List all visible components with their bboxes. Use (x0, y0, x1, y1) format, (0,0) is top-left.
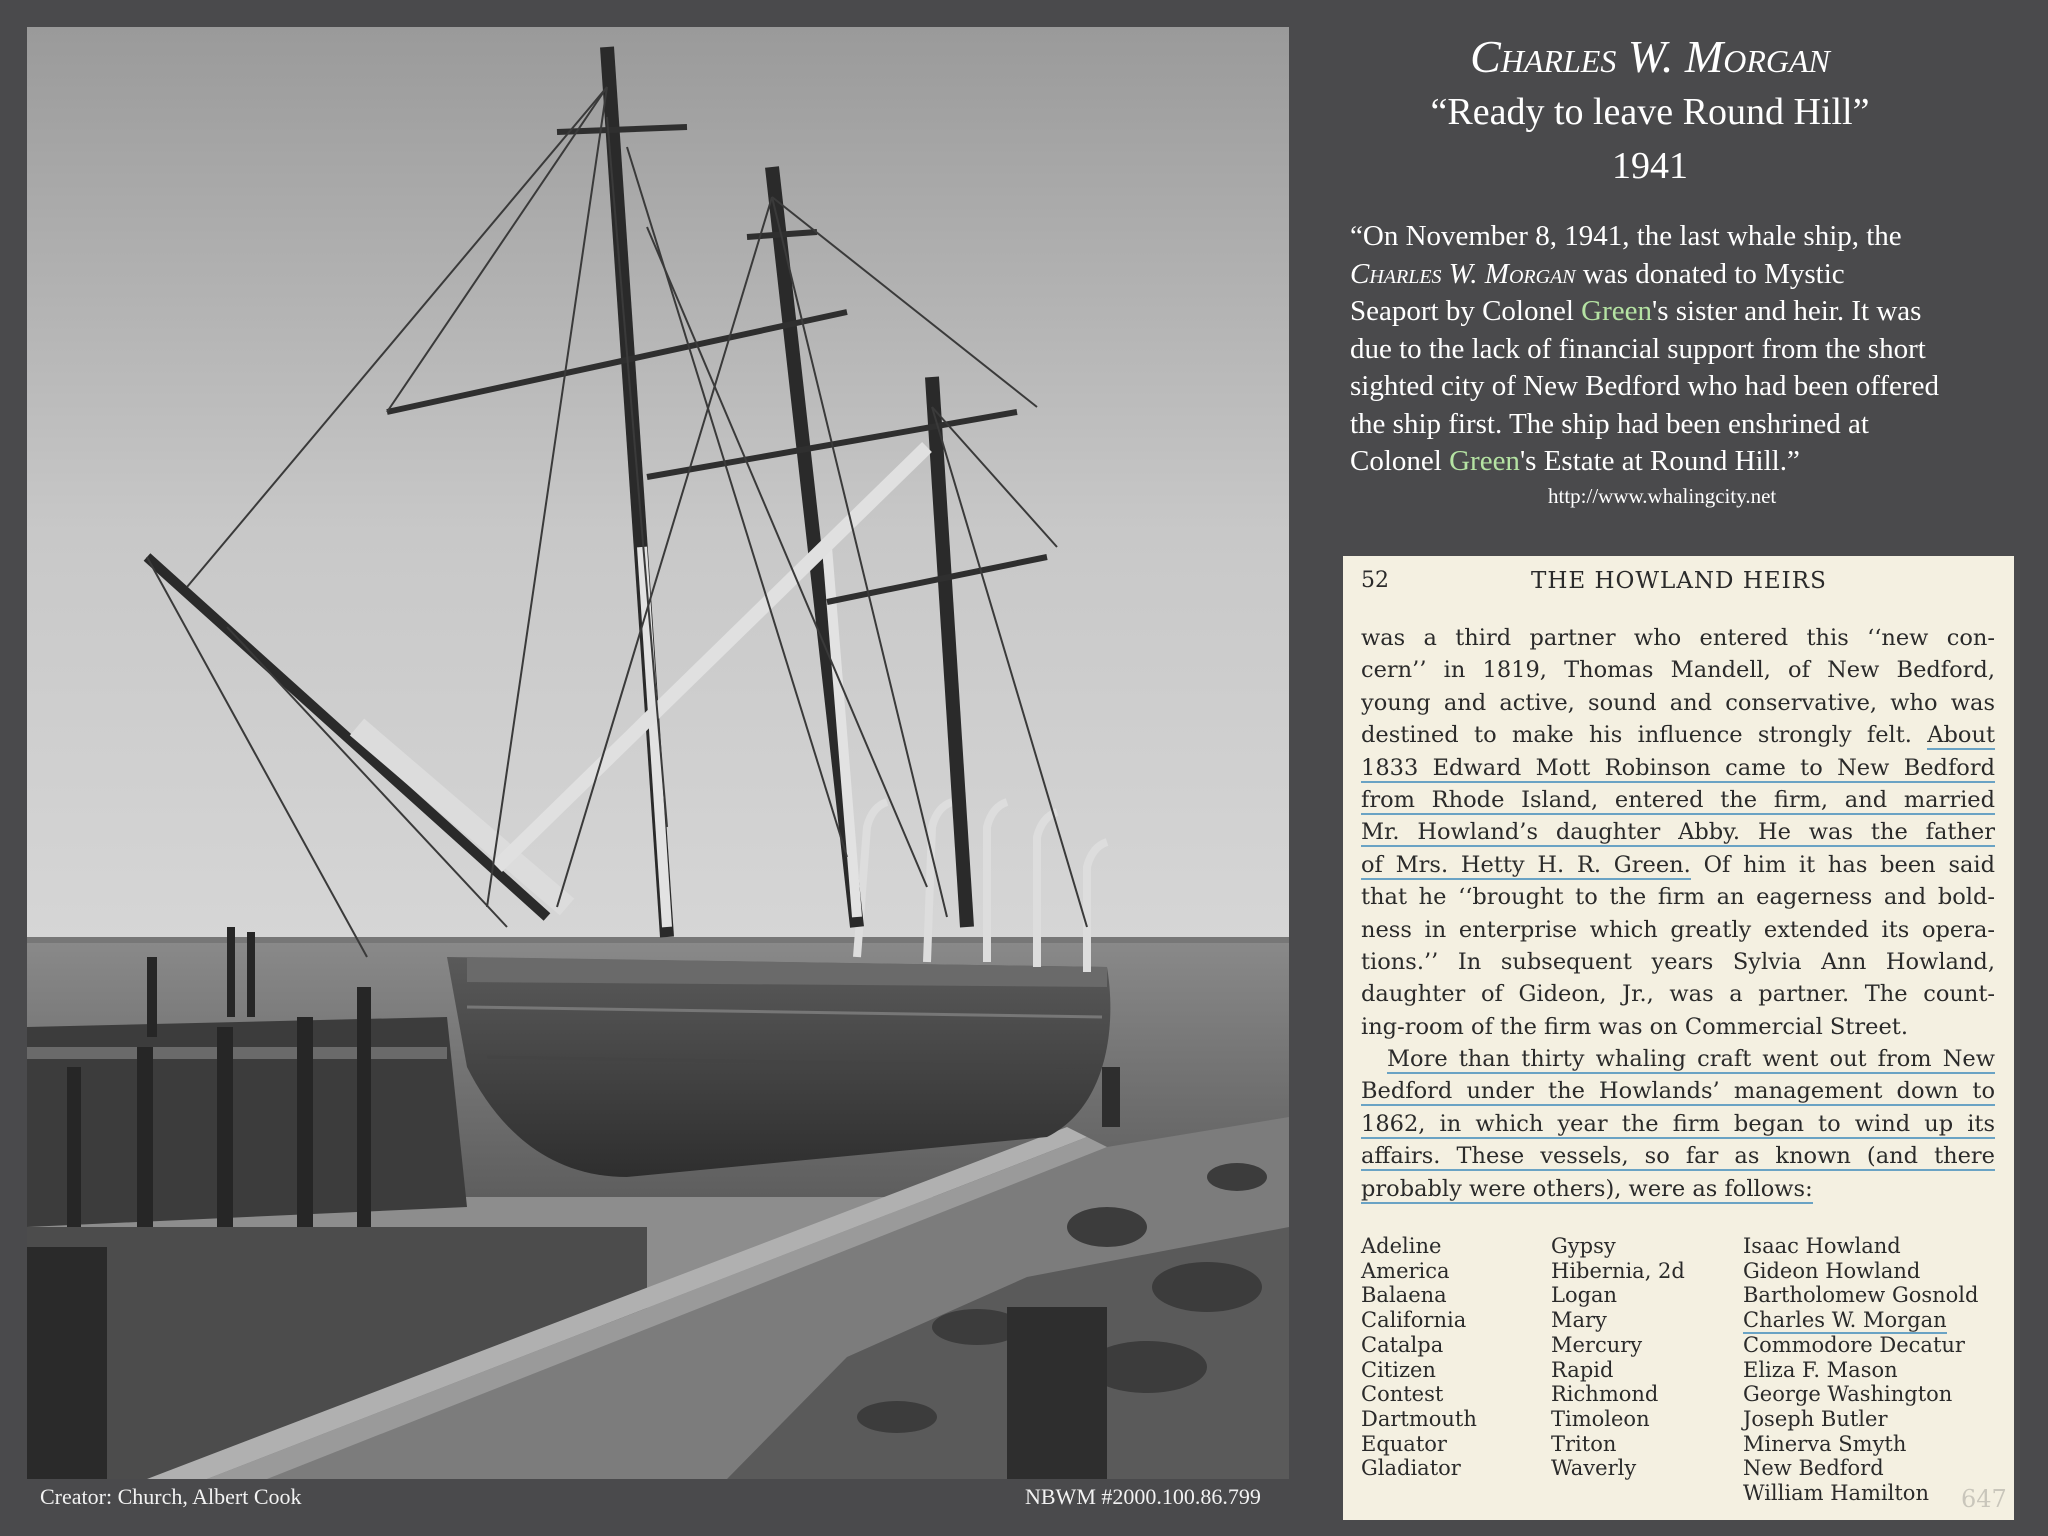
photo-creator-caption: Creator: Church, Albert Cook (40, 1484, 302, 1509)
vessel-name: New Bedford (1743, 1456, 1884, 1481)
book-line (1361, 1075, 1995, 1107)
quote-text: 's Estate at Round Hill.” (1519, 445, 1800, 477)
book-body-text (1361, 622, 1995, 1205)
green-name-highlight: Green (1449, 445, 1520, 477)
book-line: ing-room of the firm was on Commercial Street. (1361, 1013, 1908, 1040)
vessel-name: Rapid (1551, 1357, 1614, 1382)
page-stamp-number: 647 (1961, 1485, 2007, 1513)
vessel-name: America (1361, 1258, 1450, 1283)
book-running-heading: THE HOWLAND HEIRS (1531, 568, 1827, 594)
book-line: tions.’’ In subsequent years Sylvia Ann Howland, (1361, 948, 1995, 975)
vessel-name: Bartholomew Gosnold (1743, 1283, 1979, 1308)
vessel-name: Gideon Howland (1743, 1258, 1921, 1283)
underlined-text: About (1927, 722, 1995, 749)
page-header (1300, 28, 2000, 194)
vessel-name: William Hamilton (1743, 1481, 1929, 1506)
book-page-number: 52 (1361, 568, 1389, 593)
book-line: young and active, sound and conservative, who was (1361, 689, 1995, 716)
underlined-text: 1833 Edward Mott Robinson came to New Bedford (1361, 754, 1995, 781)
underlined-text: probably were others), were as follows: (1361, 1175, 1813, 1202)
quote-text: 's sister and heir. It was (1652, 295, 1922, 327)
vessel-name: Gladiator (1361, 1456, 1461, 1481)
book-line: daughter of Gideon, Jr., was a partner. The count- (1361, 981, 1995, 1008)
underlined-vessel-name: Charles W. Morgan (1743, 1308, 1947, 1333)
underlined-text: More than thirty whaling craft went out from New (1387, 1046, 1995, 1073)
page-subtitle: “Ready to leave Round Hill” (1430, 91, 1870, 133)
book-line: that he ‘‘brought to the firm an eagerness and bold- (1361, 884, 1995, 911)
vessel-name: Joseph Butler (1743, 1406, 1888, 1431)
vessel-name: Isaac Howland (1743, 1234, 1901, 1258)
book-line: was a third partner who entered this ‘‘new con- (1361, 625, 1995, 651)
vessel-name: Balaena (1361, 1283, 1447, 1308)
book-line: cern’’ in 1819, Thomas Mandell, of New Bedford, (1361, 657, 1995, 684)
vessel-name: Gypsy (1551, 1234, 1616, 1258)
book-line-part: Of him it has been said (1703, 851, 1995, 878)
vessel-name: Waverly (1551, 1456, 1637, 1481)
vessel-name: Triton (1551, 1431, 1617, 1456)
book-line: ness in enterprise which greatly extended its opera- (1361, 916, 1995, 943)
book-line-part: destined to make his influence strongly felt. (1361, 722, 1912, 749)
book-line (1361, 719, 1995, 751)
vessel-column-2 (1551, 1234, 1685, 1481)
vessel-name: George Washington (1743, 1382, 1953, 1407)
vessel-name: California (1361, 1308, 1467, 1333)
vessel-name: Equator (1361, 1431, 1447, 1456)
green-name-highlight: Green (1581, 295, 1653, 327)
quote-text: the ship first. The ship had been enshrined at (1350, 407, 1869, 440)
quote-text: due to the lack of financial support from the short (1350, 332, 1926, 365)
quote-source-url: http://www.whalingcity.net (1548, 484, 1777, 508)
vessel-name: Logan (1551, 1283, 1618, 1308)
book-line (1361, 849, 1995, 881)
quote-text: sighted city of New Bedford who had been offered (1350, 370, 1939, 402)
quote-text: Colonel (1350, 445, 1450, 477)
quote-text: was donated to Mystic (1575, 257, 1845, 290)
book-line (1361, 1043, 1995, 1075)
vessel-name (1743, 1308, 1978, 1333)
vessel-name: Dartmouth (1361, 1406, 1477, 1431)
book-line (1361, 1140, 1995, 1172)
vessel-name: Eliza F. Mason (1743, 1357, 1898, 1382)
vessel-column-3 (1743, 1234, 1978, 1506)
book-line (1361, 752, 1995, 784)
ship-name: Charles W. Morgan (1350, 257, 1576, 290)
quote-paragraph (1350, 218, 2000, 481)
book-line (1361, 1108, 1995, 1140)
book-line (1361, 1173, 1995, 1205)
underlined-text: affairs. These vessels, so far as known (and there (1361, 1143, 1995, 1170)
ship-photograph (27, 27, 1289, 1479)
vessel-name: Adeline (1361, 1234, 1442, 1258)
vessel-name: Hibernia, 2d (1551, 1258, 1685, 1283)
vessel-name: Commodore Decatur (1743, 1332, 1965, 1357)
vessel-name: Timoleon (1551, 1406, 1650, 1431)
vessel-name: Contest (1361, 1382, 1444, 1407)
vessel-name: Mary (1551, 1308, 1607, 1333)
underlined-text: Bedford under the Howlands’ management down to (1361, 1078, 1995, 1105)
book-page-excerpt (1343, 556, 2014, 1520)
vessel-name: Catalpa (1361, 1332, 1444, 1357)
underlined-text: Mr. Howland’s daughter Abby. He was the father (1361, 819, 1995, 846)
vessel-name: Mercury (1551, 1332, 1643, 1357)
underlined-text: 1862, in which year the firm began to wind up its (1361, 1110, 1995, 1137)
page-title: Charles W. Morgan (1470, 31, 1830, 82)
underlined-text: from Rhode Island, entered the firm, and married (1361, 786, 1995, 813)
vessel-name: Richmond (1551, 1382, 1659, 1407)
vessel-name: Minerva Smyth (1743, 1431, 1907, 1456)
vessel-column-1 (1361, 1234, 1477, 1481)
whaleship-photo-illustration (27, 27, 1289, 1479)
photo-accession-number: NBWM #2000.100.86.799 (1025, 1484, 1261, 1509)
book-line (1361, 816, 1995, 848)
page-year: 1941 (1612, 145, 1688, 187)
book-line (1361, 784, 1995, 816)
quote-text: “On November 8, 1941, the last whale ship, the (1350, 220, 1902, 252)
vessel-name: Citizen (1361, 1357, 1436, 1382)
underlined-text: of Mrs. Hetty H. R. Green. (1361, 851, 1691, 878)
quote-text: Seaport by Colonel (1350, 295, 1582, 327)
